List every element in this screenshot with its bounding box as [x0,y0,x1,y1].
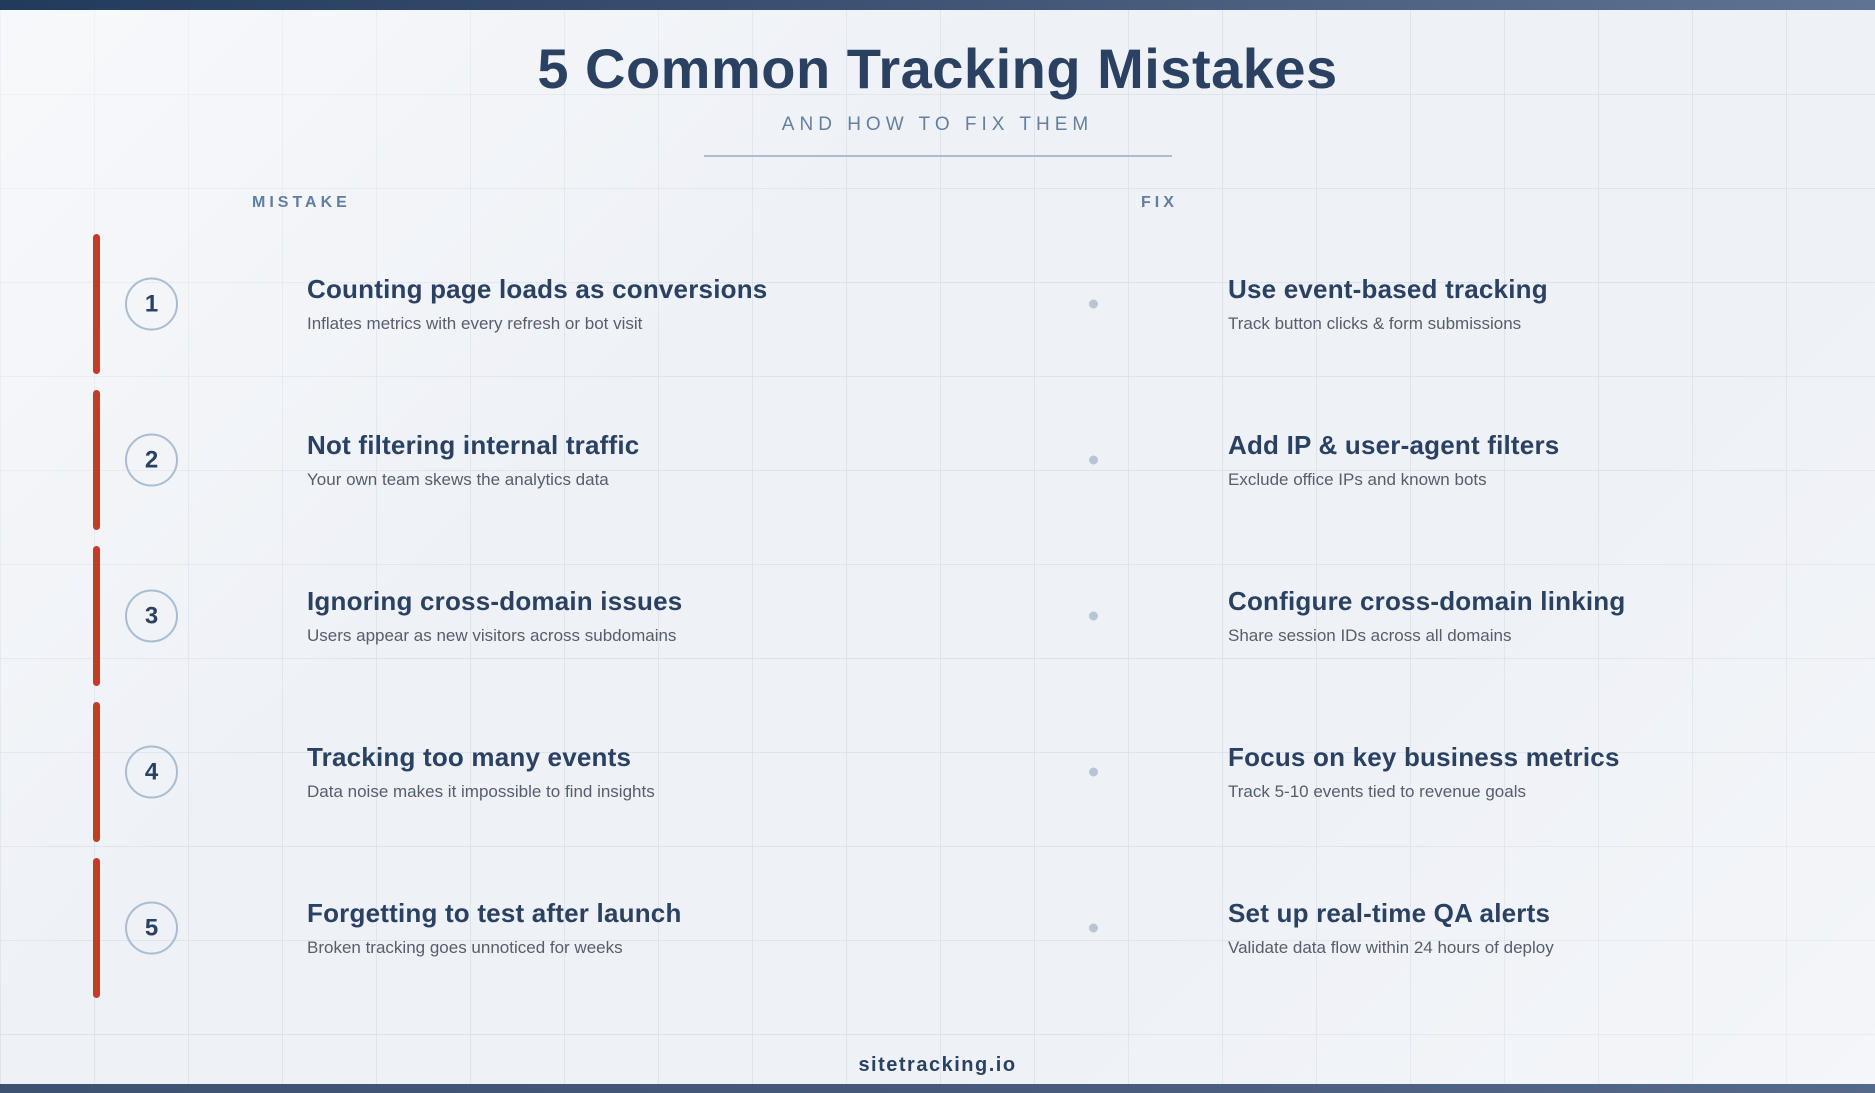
mistake-block [307,430,987,490]
fix-block [1228,274,1828,334]
fix-block [1228,430,1828,490]
list-item [0,382,1875,538]
column-headers [0,194,1875,216]
mistake-description: Broken tracking goes unnoticed for weeks [307,938,623,957]
mistake-title: Counting page loads as conversions [307,274,768,304]
mistake-description: Data noise makes it impossible to find insights [307,782,655,801]
row-number: 3 [144,602,159,629]
fix-title: Focus on key business metrics [1228,742,1620,772]
mistake-block [307,274,987,334]
page-subtitle: AND HOW TO FIX THEM [781,114,1094,135]
connector-dot-icon [1089,768,1098,777]
fix-title: Use event-based tracking [1228,274,1548,304]
row-number: 5 [144,914,159,941]
connector-dot-icon [1089,924,1098,933]
connector-dot-icon [1089,612,1098,621]
list-item [0,694,1875,850]
fix-title: Add IP & user-agent filters [1228,430,1560,460]
mistake-description: Your own team skews the analytics data [307,470,609,489]
mistake-description: Users appear as new visitors across subdomains [307,626,677,645]
page-header [0,10,1875,157]
row-number-badge [125,434,178,487]
list-item [0,226,1875,382]
row-accent-bar [93,390,100,530]
mistake-block [307,586,987,646]
fix-description: Track button clicks & form submissions [1228,314,1522,333]
row-accent-bar [93,234,100,374]
fix-description: Track 5-10 events tied to revenue goals [1228,782,1526,801]
row-number: 2 [144,446,159,473]
fix-block [1228,742,1828,802]
row-number: 4 [144,758,159,785]
fix-block [1228,586,1828,646]
fix-description: Exclude office IPs and known bots [1228,470,1487,489]
row-accent-bar [93,702,100,842]
mistake-block [307,742,987,802]
bottom-accent-bar [0,1084,1875,1093]
mistake-title: Forgetting to test after launch [307,898,682,928]
fix-description: Validate data flow within 24 hours of deploy [1228,938,1554,957]
row-number: 1 [144,290,159,317]
mistake-block [307,898,987,958]
mistake-title: Ignoring cross-domain issues [307,586,683,616]
list-item [0,538,1875,694]
list-item [0,850,1875,1006]
fix-block [1228,898,1828,958]
rows-list [0,226,1875,1006]
connector-dot-icon [1089,300,1098,309]
row-number-badge [125,278,178,331]
row-accent-bar [93,858,100,998]
footer-site-name: sitetracking.io [858,1054,1017,1076]
top-accent-bar [0,0,1875,10]
row-accent-bar [93,546,100,686]
mistake-title: Tracking too many events [307,742,632,772]
mistake-title: Not filtering internal traffic [307,430,640,460]
column-header-mistake: MISTAKE [252,194,351,211]
fix-title: Configure cross-domain linking [1228,586,1626,616]
row-number-badge [125,902,178,955]
column-header-fix: FIX [1141,194,1178,211]
fix-description: Share session IDs across all domains [1228,626,1512,645]
connector-dot-icon [1089,456,1098,465]
mistake-description: Inflates metrics with every refresh or bot visit [307,314,643,333]
subtitle-divider [704,155,1172,157]
row-number-badge [125,590,178,643]
fix-title: Set up real-time QA alerts [1228,898,1551,928]
row-number-badge [125,746,178,799]
page-title: 5 Common Tracking Mistakes [537,37,1338,100]
